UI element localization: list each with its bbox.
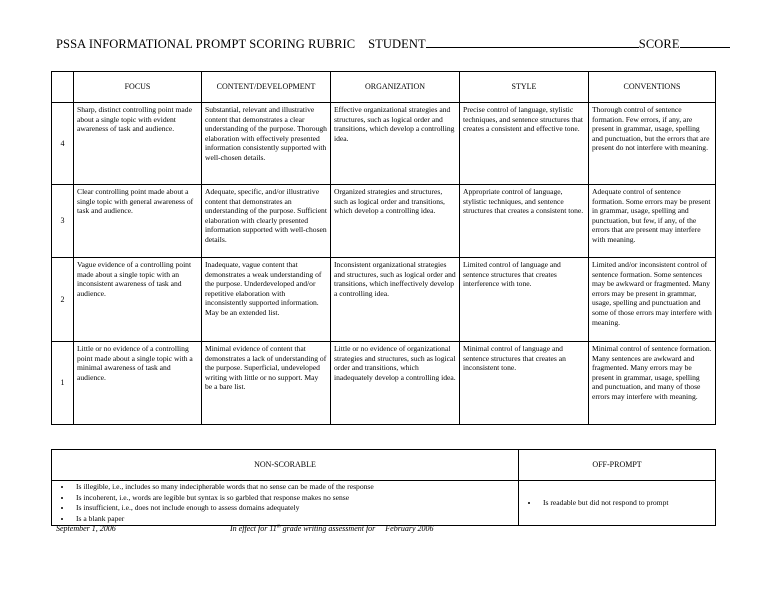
footer-date: September 1, 2006 bbox=[56, 524, 116, 533]
rubric-cell-text: Precise control of language, stylistic techniques, and sentence structures that creates a consistent and effective tone. bbox=[463, 105, 583, 134]
rubric-row bbox=[52, 103, 716, 185]
non-scorable-body-row bbox=[52, 481, 716, 526]
footer-effect-month: February 2006 bbox=[385, 524, 434, 533]
rubric-cell bbox=[74, 103, 202, 185]
rubric-cell bbox=[74, 185, 202, 258]
list-item: • Is incoherent, i.e., words are legible but syntax is so garbled that response makes no sense bbox=[72, 493, 514, 504]
rubric-cell-text: Minimal control of language and sentence structures that creates an inconsistent tone. bbox=[463, 344, 566, 373]
rubric-cell bbox=[589, 342, 716, 425]
rubric-cell-text: Little or no evidence of organizational strategies and structures, such as logical order and transitions, which inadequately develop a controlling idea. bbox=[334, 344, 456, 382]
rubric-cell-text: Minimal evidence of content that demonstrates a lack of understanding of the purpose. Superficial, undeveloped writing with little or no support. May be a bare list. bbox=[205, 344, 327, 392]
footer-effect-prefix: In effect for 11 bbox=[230, 524, 277, 533]
rubric-cell-text: Adequate, specific, and/or illustrative content that demonstrates an understanding of the purpose. Sufficient elaboration with clearly presented information supported with well-chosen details. bbox=[205, 187, 327, 244]
rubric-cell bbox=[460, 103, 589, 185]
rubric-cell bbox=[589, 185, 716, 258]
rubric-cell-text: Minimal control of sentence formation. Many sentences are awkward and fragmented. Many errors may be present in grammar, usage, spelling and punctuation, and many of those errors may interfere with meaning. bbox=[592, 344, 712, 401]
score-blank bbox=[680, 36, 730, 48]
list-item: • Is insufficient, i.e., does not include enough to assess domains adequately bbox=[72, 503, 514, 514]
rubric-cell-text: Substantial, relevant and illustrative content that demonstrates a clear understanding of the purpose. Thorough elaboration with effectively presented information consistently supported with well-chosen details. bbox=[205, 105, 327, 162]
score-column-header bbox=[52, 72, 74, 103]
rubric-cell-text: Organized strategies and structures, such as logical order and transitions, which develop a controlling idea. bbox=[334, 187, 445, 216]
rubric-header-row bbox=[52, 72, 716, 103]
non-scorable-list-cell bbox=[52, 481, 519, 526]
rubric-cell-text: Appropriate control of language, stylistic techniques, and sentence structures that creates a consistent tone. bbox=[463, 187, 584, 216]
rubric-row bbox=[52, 342, 716, 425]
rubric-cell bbox=[202, 103, 331, 185]
rubric-cell-text: Sharp, distinct controlling point made about a single topic with evident awareness of task and audience. bbox=[77, 105, 192, 134]
list-item: • Is a blank paper bbox=[72, 514, 514, 525]
footer-effect-note bbox=[230, 524, 434, 533]
rubric-cell bbox=[460, 258, 589, 342]
rubric-cell-text: Little or no evidence of a controlling point made about a single topic with a minimal awareness of task and audience. bbox=[77, 344, 193, 382]
rubric-cell bbox=[589, 258, 716, 342]
footer-effect-sup: th bbox=[276, 524, 281, 530]
rubric-cell bbox=[74, 258, 202, 342]
rubric-cell-text: Thorough control of sentence formation. Few errors, if any, are present in grammar, usage, spelling and punctuation, but the errors that are present do not interfere with meaning. bbox=[592, 105, 710, 153]
score-value: 1 bbox=[52, 342, 74, 425]
column-header: CONTENT/DEVELOPMENT bbox=[202, 72, 331, 103]
student-blank bbox=[426, 36, 639, 48]
rubric-cell bbox=[331, 103, 460, 185]
non-scorable-header-row bbox=[52, 450, 716, 481]
rubric-cell bbox=[202, 258, 331, 342]
rubric-table bbox=[51, 71, 716, 425]
rubric-cell bbox=[589, 103, 716, 185]
rubric-row bbox=[52, 185, 716, 258]
rubric-cell bbox=[460, 342, 589, 425]
rubric-cell-text: Inadequate, vague content that demonstrates a weak understanding of the purpose. Underdeveloped and/or repetitive elaboration with inconsistently supported information. May be an extended list. bbox=[205, 260, 322, 317]
off-prompt-heading: OFF-PROMPT bbox=[519, 450, 716, 481]
score-label: SCORE bbox=[638, 37, 680, 51]
column-header: STYLE bbox=[460, 72, 589, 103]
rubric-cell bbox=[331, 258, 460, 342]
score-value: 2 bbox=[52, 258, 74, 342]
off-prompt-list-cell bbox=[519, 481, 716, 526]
non-scorable-heading: NON-SCORABLE bbox=[52, 450, 519, 481]
footer-effect-suffix: grade writing assessment for bbox=[280, 524, 376, 533]
rubric-cell bbox=[202, 185, 331, 258]
non-scorable-table bbox=[51, 449, 716, 526]
rubric-cell-text: Vague evidence of a controlling point made about a single topic with an inconsistent awareness of task and audience. bbox=[77, 260, 192, 298]
rubric-cell bbox=[74, 342, 202, 425]
off-prompt-list bbox=[523, 498, 711, 509]
list-item: • Is readable but did not respond to prompt bbox=[539, 498, 711, 509]
rubric-cell bbox=[331, 342, 460, 425]
rubric-cell-text: Clear controlling point made about a single topic with general awareness of task and audience. bbox=[77, 187, 194, 216]
student-label: STUDENT bbox=[368, 37, 426, 51]
column-header: ORGANIZATION bbox=[331, 72, 460, 103]
rubric-cell-text: Limited and/or inconsistent control of sentence formation. Some sentences may be awkward or fragmented. Many errors may be present in grammar, usage, spelling and punctuation and some of those errors may interfere with meaning. bbox=[592, 260, 712, 327]
rubric-cell-text: Adequate control of sentence formation. Some errors may be present in grammar, usage, spelling and punctuation, but few, if any, of the errors that are present may interfere with meaning. bbox=[592, 187, 711, 244]
rubric-cell-text: Effective organizational strategies and structures, such as logical order and transitions, which develop a controlling idea. bbox=[334, 105, 455, 143]
column-header: FOCUS bbox=[74, 72, 202, 103]
column-header: CONVENTIONS bbox=[589, 72, 716, 103]
rubric-cell bbox=[460, 185, 589, 258]
rubric-cell bbox=[331, 185, 460, 258]
score-value: 4 bbox=[52, 103, 74, 185]
rubric-cell-text: Inconsistent organizational strategies and structures, such as logical order and transitions, which ineffectively develop a controlling idea. bbox=[334, 260, 456, 298]
rubric-title: PSSA INFORMATIONAL PROMPT SCORING RUBRIC bbox=[56, 37, 356, 51]
non-scorable-list bbox=[56, 482, 514, 524]
rubric-cell-text: Limited control of language and sentence structures that creates interference with tone. bbox=[463, 260, 561, 289]
score-value: 3 bbox=[52, 185, 74, 258]
list-item: • Is illegible, i.e., includes so many indecipherable words that no sense can be made of the response bbox=[72, 482, 514, 493]
rubric-header bbox=[56, 36, 730, 52]
rubric-cell bbox=[202, 342, 331, 425]
rubric-row bbox=[52, 258, 716, 342]
